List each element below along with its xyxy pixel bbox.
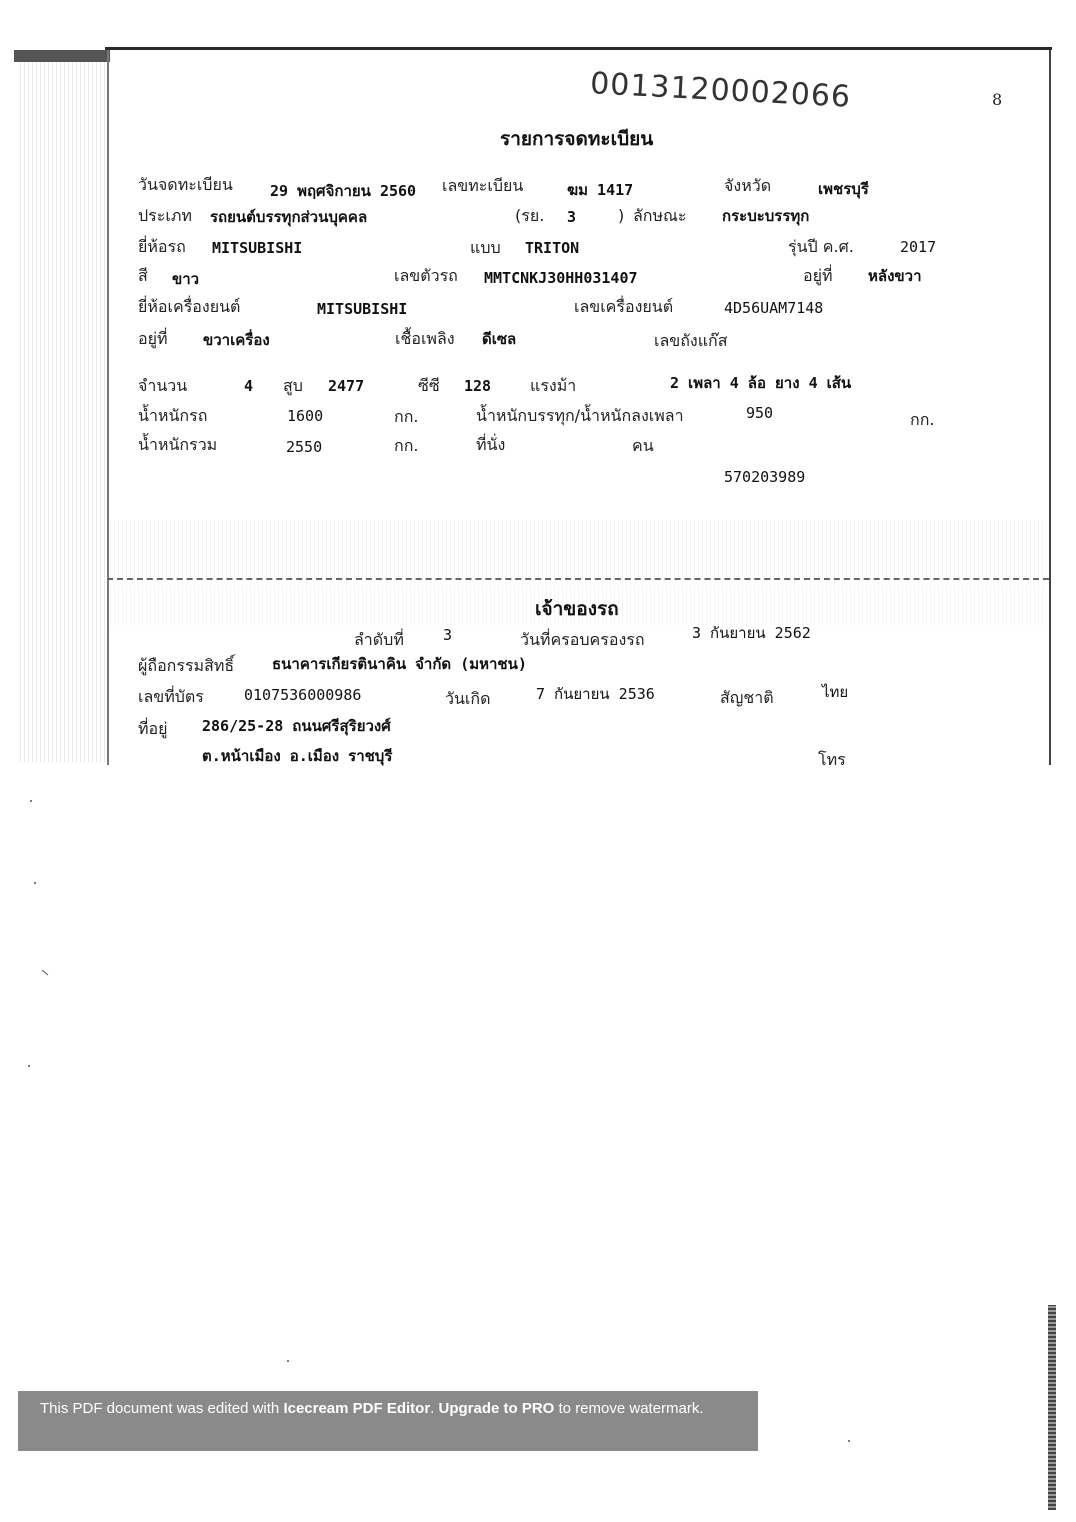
address-line-1: 286/25-28 ถนนศรีสุริยวงศ์ bbox=[202, 717, 391, 735]
count-value: 4 bbox=[244, 377, 254, 395]
section-divider bbox=[107, 578, 1049, 580]
watermark-separator: . bbox=[430, 1400, 439, 1417]
year-label: รุ่นปี ค.ศ. bbox=[788, 237, 854, 256]
owner-section-title: เจ้าของรถ bbox=[535, 598, 619, 620]
watermark-prefix: This PDF document was edited with bbox=[40, 1400, 284, 1417]
cylinder-label: สูบ bbox=[283, 376, 303, 395]
reference-number: 570203989 bbox=[724, 468, 806, 486]
engine-number-label: เลขเครื่องยนต์ bbox=[574, 297, 674, 316]
province-label: จังหวัด bbox=[724, 176, 772, 195]
style-label: ลักษณะ bbox=[633, 206, 687, 225]
scan-grain-left bbox=[20, 62, 105, 762]
model-value: TRITON bbox=[525, 239, 580, 257]
cc-label: ซีซี bbox=[418, 376, 440, 395]
axle-wheel-text: 2 เพลา 4 ล้อ ยาง 4 เส้น bbox=[670, 374, 852, 392]
id-label: เลขที่บัตร bbox=[138, 687, 204, 706]
ry-close: ) bbox=[618, 206, 625, 225]
reg-date-value: 29 พฤศจิกายน 2560 bbox=[270, 182, 417, 200]
brand-label: ยี่ห้อรถ bbox=[138, 237, 186, 256]
load-unit: กก. bbox=[910, 410, 935, 429]
chassis-value: MMTCNKJ30HH031407 bbox=[484, 269, 638, 287]
year-value: 2017 bbox=[900, 238, 937, 256]
type-value: รถยนต์บรรทุกส่วนบุคคล bbox=[210, 208, 368, 226]
nationality-label: สัญชาติ bbox=[720, 688, 774, 707]
gas-tank-label: เลขถังแก๊ส bbox=[654, 331, 728, 350]
engine-number-value: 4D56UAM7148 bbox=[724, 299, 824, 317]
scan-right-edge bbox=[1048, 1305, 1056, 1510]
watermark-product: Icecream PDF Editor bbox=[283, 1400, 431, 1417]
style-value: กระบะบรรทุก bbox=[722, 207, 810, 225]
scan-speck bbox=[848, 1440, 850, 1442]
color-label: สี bbox=[138, 266, 148, 285]
fuel-value: ดีเซล bbox=[482, 330, 517, 348]
reg-date-label: วันจดทะเบียน bbox=[138, 175, 233, 194]
address-label: ที่อยู่ bbox=[138, 719, 168, 738]
possession-date-value: 3 กันยายน 2562 bbox=[692, 624, 811, 642]
possession-date-label: วันที่ครอบครองรถ bbox=[520, 630, 645, 649]
fuel-label: เชื้อเพลิง bbox=[395, 329, 455, 348]
id-value: 0107536000986 bbox=[244, 686, 362, 704]
horsepower-label: แรงม้า bbox=[530, 376, 577, 395]
province-value: เพชรบุรี bbox=[818, 180, 869, 198]
scan-speck bbox=[30, 800, 32, 802]
sequence-label: ลำดับที่ bbox=[354, 630, 404, 649]
birth-value: 7 กันยายน 2536 bbox=[536, 685, 655, 703]
model-label: แบบ bbox=[470, 238, 501, 257]
count-label: จำนวน bbox=[138, 376, 188, 395]
weight-value: 1600 bbox=[287, 407, 324, 425]
weight-label: น้ำหนักรถ bbox=[138, 406, 208, 425]
weight-unit: กก. bbox=[394, 407, 419, 426]
holder-value: ธนาคารเกียรตินาคิน จำกัด (มหาชน) bbox=[272, 655, 527, 673]
chassis-label: เลขตัวรถ bbox=[394, 266, 458, 285]
address-line-2: ต.หน้าเมือง อ.เมือง ราชบุรี bbox=[202, 747, 393, 765]
engine-brand-label: ยี่ห้อเครื่องยนต์ bbox=[138, 297, 241, 316]
watermark-suffix: to remove watermark. bbox=[554, 1400, 704, 1417]
sequence-value: 3 bbox=[443, 626, 453, 644]
engine-brand-value: MITSUBISHI bbox=[317, 300, 408, 318]
chassis-location-label: อยู่ที่ bbox=[803, 266, 833, 285]
cylinder-value: 2477 bbox=[328, 377, 365, 395]
scan-speck bbox=[34, 882, 36, 884]
handwritten-number: 0013120002066 bbox=[589, 66, 852, 115]
plate-label: เลขทะเบียน bbox=[442, 176, 524, 195]
chassis-location-value: หลังขวา bbox=[868, 267, 922, 285]
total-weight-unit: กก. bbox=[394, 436, 419, 455]
plate-value: ฆม 1417 bbox=[567, 181, 634, 199]
ry-open: (รย. bbox=[515, 206, 545, 225]
color-value: ขาว bbox=[172, 270, 200, 288]
phone-label: โทร bbox=[818, 750, 846, 769]
holder-label: ผู้ถือกรรมสิทธิ์ bbox=[138, 656, 235, 675]
birth-label: วันเกิด bbox=[445, 689, 491, 708]
page-number: 8 bbox=[992, 90, 1003, 109]
engine-location-label: อยู่ที่ bbox=[138, 329, 168, 348]
persons-label: คน bbox=[632, 436, 654, 455]
scan-left-edge bbox=[14, 50, 110, 62]
type-label: ประเภท bbox=[138, 206, 192, 225]
watermark-text bbox=[40, 1400, 704, 1417]
ry-value: 3 bbox=[567, 208, 577, 226]
scan-speck bbox=[42, 970, 49, 976]
total-weight-label: น้ำหนักรวม bbox=[138, 435, 218, 454]
seats-label: ที่นั่ง bbox=[476, 435, 506, 454]
engine-location-value: ขวาเครื่อง bbox=[203, 331, 270, 349]
brand-value: MITSUBISHI bbox=[212, 239, 303, 257]
cc-value: 128 bbox=[464, 377, 492, 395]
page-title: รายการจดทะเบียน bbox=[500, 128, 654, 150]
total-weight-value: 2550 bbox=[286, 438, 323, 456]
load-value: 950 bbox=[746, 404, 774, 422]
scan-speck bbox=[287, 1360, 289, 1362]
watermark-upgrade-link[interactable]: Upgrade to PRO bbox=[438, 1400, 555, 1417]
nationality-value: ไทย bbox=[822, 683, 849, 701]
load-label: น้ำหนักบรรทุก/น้ำหนักลงเพลา bbox=[476, 406, 684, 425]
scan-speck bbox=[28, 1065, 30, 1067]
